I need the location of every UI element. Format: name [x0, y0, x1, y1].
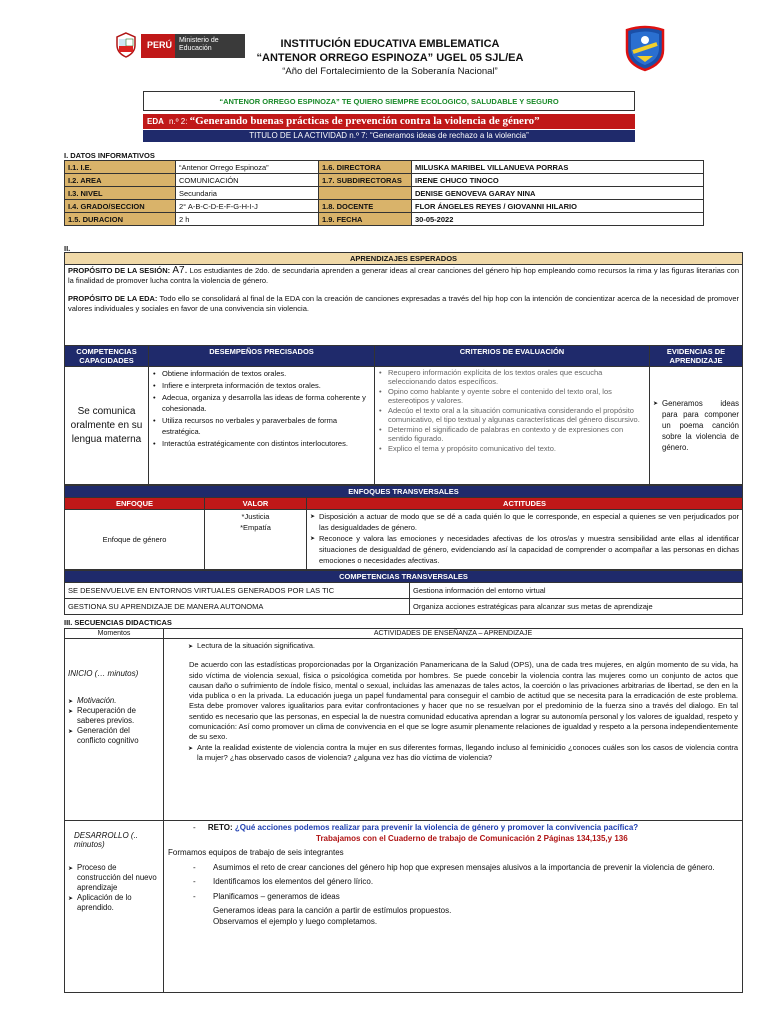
- col-competencias: COMPETENCIAS CAPACIDADES: [65, 346, 149, 367]
- generamos-1: Generamos ideas para la canción a partir de estímulos propuestos.: [213, 906, 452, 915]
- datos-value: “Antenor Orrego Espinoza”: [176, 161, 319, 174]
- equipos-line: Formamos equipos de trabajo de seis integrantes: [168, 848, 344, 857]
- col-actividades: ACTIVIDADES DE ENSEÑANZA – APRENDIZAJE: [164, 629, 743, 639]
- year-motto: “Año del Fortalecimiento de la Soberanía Nacional”: [282, 66, 498, 77]
- datos-value2: FLOR ÁNGELES REYES / GIOVANNI HILARIO: [412, 200, 704, 213]
- col-desempenos: DESEMPEÑOS PRECISADOS: [149, 346, 375, 367]
- dash-icon: -: [193, 862, 196, 872]
- comp-t2-right: Organiza acciones estratégicas para alcanzar sus metas de aprendizaje: [410, 599, 743, 615]
- inicio-cell: [65, 639, 164, 821]
- datos-value2: IRENE CHUCO TINOCO: [412, 174, 704, 187]
- comp-t2-left: GESTIONA SU APRENDIZAJE DE MANERA AUTONOMA: [65, 599, 410, 615]
- datos-value: 2° A-B-C-D-E-F-G-H-I-J: [176, 200, 319, 213]
- section1-heading: I. DATOS INFORMATIVOS: [64, 151, 155, 160]
- datos-key: I.1. I.E.: [65, 161, 176, 174]
- dash-text: Asumimos el reto de crear canciones del género hip hop que expresen mensajes alusivos a la importancia de prevenir la violencia de género.: [213, 862, 715, 872]
- inicio-item: ➤ Recuperación de saberes previos.: [68, 706, 160, 726]
- enfoque-cell: [65, 510, 205, 570]
- inicio-texto: De acuerdo con las estadísticas proporcionadas por la Organización Panamericana de la Salud (OPS), una de cada tres mujeres, en algún momento de su vida, ha sido víctima de violencia sexual, física o psicológica cometida por hombres. Se puede concebir la violencia contra las mujeres como un conjunto de actos que causan daño o sufrimiento de índole físico, mental o sexual, incluidas las amenazas de tales actos, la coerción o las privaciones arbitrarias de libertad, se den en la vida publica o en la privada. La educación juega un papel fundamental para conseguir el cambio de actitud que se necesita para la erradicación de este problema. Esta debe promover valores igualitarios para evitar confrontaciones y hacer que no se resuelvan por el predominio de la fuerza sino a través del dialogo. En tal sentido es necesario que las personas, en especial la de nuestra comunidad educativa aprendan a lograr su autonomía personal y los valores de igualdad, respeto y comunicación: Así como promover un clima de convivencia en el que se logre asumir plenamente relaciones de igualdad y respeto a la persona independientemente de su sexo.: [189, 660, 738, 742]
- col-enfoque: ENFOQUE: [65, 498, 205, 510]
- datos-value2: 30-05-2022: [412, 213, 704, 226]
- proposito-sesion: [68, 266, 739, 286]
- col-momentos: Momentos: [65, 629, 164, 639]
- valor-empatia: *Empatía: [240, 523, 271, 532]
- comp-t1-left: SE DESENVUELVE EN ENTORNOS VIRTUALES GENERADOS POR LAS TIC: [65, 583, 410, 599]
- datos-key: 1.5. DURACION: [65, 213, 176, 226]
- inicio-title: INICIO (… minutos): [68, 669, 139, 678]
- datos-value2: MILUSKA MARIBEL VILLANUEVA PORRAS: [412, 161, 704, 174]
- aprendizajes-title: APRENDIZAJES ESPERADOS: [65, 253, 743, 265]
- criterio-item: • Determino el significado de palabras en contexto y de expresiones con sentido figurado.: [378, 425, 646, 443]
- slogan-text: “ANTENOR ORREGO ESPINOZA” TE QUIERO SIEMPRE ECOLOGICO, SALUDABLE Y SEGURO: [219, 97, 559, 106]
- datos-row: [65, 174, 704, 187]
- trabajo-line: Trabajamos con el Cuaderno de trabajo de Comunicación 2 Páginas 134,135,y 136: [316, 833, 628, 843]
- eda-title: “Generando buenas prácticas de prevención contra la violencia de género”: [189, 115, 540, 127]
- col-valor: VALOR: [205, 498, 307, 510]
- datos-key2: 1.6. DIRECTORA: [319, 161, 412, 174]
- proposito-sesion-code: A7.: [172, 265, 188, 276]
- valor-justicia: *Justicia: [241, 512, 270, 521]
- col-criterios: CRITERIOS DE EVALUACIÓN: [375, 346, 650, 367]
- datos-key2: [319, 187, 412, 200]
- school-crest-icon: [623, 24, 667, 72]
- proposito-sesion-label: PROPÓSITO DE LA SESIÓN:: [68, 266, 171, 275]
- activity-title: TITULO DE LA ACTIVIDAD n.º 7: “Generamos ideas de rechazo a la violencia”: [249, 131, 529, 140]
- dash-item: [193, 863, 738, 874]
- datos-row: [65, 200, 704, 213]
- peru-shield-icon: [113, 31, 139, 59]
- peru-label: PERÚ: [147, 40, 173, 50]
- desarrollo-cell: [65, 821, 164, 993]
- actitud-1: ➤ Disposición a actuar de modo que se dé a cada quién lo que le corresponde, en especial a quienes se ven perjudicados por las desigualdades de género.: [310, 511, 739, 533]
- col-evidencias: EVIDENCIAS DE APRENDIZAJE: [650, 346, 743, 367]
- datos-value: 2 h: [176, 213, 319, 226]
- desempenos-cell: [149, 367, 375, 485]
- desarrollo-actividades: [164, 821, 743, 993]
- ministry-label: Ministerio de Educación: [179, 37, 219, 52]
- criterios-cell: [375, 367, 650, 485]
- inicio-lectura: ➤ Lectura de la situación significativa.: [188, 641, 738, 651]
- comp-t1-right: Gestiona información del entorno virtual: [410, 583, 743, 599]
- propositos-cell: [65, 265, 743, 346]
- datos-value: Secundaria: [176, 187, 319, 200]
- institution-title: INSTITUCIÓN EDUCATIVA EMBLEMATICA: [280, 38, 500, 50]
- dash-icon: -: [193, 877, 196, 886]
- datos-key: I.3. NIVEL: [65, 187, 176, 200]
- datos-table: [64, 160, 704, 226]
- dash-icon: -: [193, 891, 196, 901]
- evidencia-cell: [650, 367, 743, 485]
- criterio-item: • Recupero información explícita de los textos orales que escucha seleccionando datos específicos.: [378, 368, 646, 386]
- col-actitudes: ACTITUDES: [307, 498, 743, 510]
- desarrollo-item: ➤ Proceso de construcción del nuevo aprendizaje: [68, 863, 160, 893]
- datos-value2: DENISE GENOVEVA GARAY NINA: [412, 187, 704, 200]
- inicio-pregunta: ➤ Ante la realidad existente de violencia contra la mujer en sus diferentes formas, llegando incluso al feminicidio ¿conoces cuáles son los casos de violencia contra la mujer? ¿has observado casos de violencia? ¿alguna vez has dio víctima de violencia?: [188, 743, 738, 764]
- dash-item: [193, 892, 738, 903]
- proposito-sesion-text: Los estudiantes de 2do. de secundaria aprenden a generar ideas al crear canciones del género hip hop empleando como recursos la rima y las figuras literarias con la finalidad de promover lucha contra la violencia de género.: [68, 266, 739, 285]
- desempeno-item: • Obtiene información de textos orales.: [152, 368, 371, 379]
- datos-key2: 1.8. DOCENTE: [319, 200, 412, 213]
- eda-prefix: EDA: [147, 117, 164, 126]
- slogan-box: [143, 91, 635, 111]
- datos-key2: 1.9. FECHA: [319, 213, 412, 226]
- inicio-item: ➤ Motivación.: [68, 696, 160, 706]
- proposito-eda-label: PROPÓSITO DE LA EDA:: [68, 294, 158, 303]
- comp-transversales-title: COMPETENCIAS TRANSVERSALES: [65, 571, 743, 583]
- section3-heading: III. SECUENCIAS DIDACTICAS: [64, 618, 172, 627]
- desempeno-item: • Infiere e interpreta información de textos orales.: [152, 380, 371, 391]
- valor-cell: [205, 510, 307, 570]
- reto-line: - RETO: ¿Qué acciones podemos realizar para prevenir la violencia de género y promover la convivencia pacífica?: [193, 823, 639, 832]
- reto-label: RETO:: [207, 823, 233, 832]
- criterio-item: • Opino como hablante y oyente sobre el contenido del texto oral, los estereotipos y valores.: [378, 387, 646, 405]
- desarrollo-item: ➤ Aplicación de lo aprendido.: [68, 893, 160, 913]
- reto-text: ¿Qué acciones podemos realizar para prevenir la violencia de género y promover la convivencia pacífica?: [234, 823, 639, 832]
- desempeno-item: • Utiliza recursos no verbales y paraverbales de forma estratégica.: [152, 415, 371, 437]
- datos-key: I.4. GRADO/SECCION: [65, 200, 176, 213]
- inicio-actividades: [164, 639, 743, 821]
- proposito-eda-text: Todo ello se consolidará al final de la EDA con la creación de canciones expresadas a través del hip hop con la intención de concientizar acerca de la necesidad de promover valores individuales y sociales en favor de una convivencia sin violencia.: [68, 294, 740, 313]
- enfoques-title: ENFOQUES TRANSVERSALES: [65, 486, 743, 498]
- criterio-item: • Adecúo el texto oral a la situación comunicativa considerando el propósito comunicativo, el tipo textual y algunas características del género discursivo.: [378, 406, 646, 424]
- eda-bar: [143, 114, 635, 129]
- datos-key2: 1.7. SUBDIRECTORAS: [319, 174, 412, 187]
- dash-text: Identificamos los elementos del género lírico.: [213, 877, 374, 886]
- evidencia-text: ➤ Generamos ideas para para componer un poema canción sobre la violencia de género.: [653, 398, 739, 453]
- inicio-item: ➤ Generación del conflicto cognitivo: [68, 726, 160, 746]
- datos-value: COMUNICACIÓN: [176, 174, 319, 187]
- competencia-cell: [65, 367, 149, 485]
- competencia-text: Se comunica oralmente en su lengua materna: [70, 405, 143, 445]
- aprendizajes-block: [64, 252, 743, 615]
- proposito-eda: [68, 294, 739, 314]
- school-title: “ANTENOR ORREGO ESPINOZA” UGEL 05 SJL/EA: [256, 52, 524, 64]
- actitud-2: ➤ Reconoce y valora las emociones y necesidades afectivas de los otros/as y muestra sensibilidad ante ellas al identificar situaciones de desigualdad de género, evidenciando así la capacidad de comprender o acompañar a las personas en dichas emociones o necesidades afectivas.: [310, 533, 739, 566]
- generamos-2: Observamos el ejemplo y luego completamos.: [213, 916, 378, 926]
- dash-text: Planificamos – generamos de ideas: [213, 891, 340, 901]
- desempeno-item: • Adecua, organiza y desarrolla las ideas de forma coherente y cohesionada.: [152, 392, 371, 414]
- datos-row: [65, 187, 704, 200]
- datos-row: [65, 161, 704, 174]
- activity-bar: [143, 130, 635, 142]
- enfoque-text: Enfoque de género: [102, 535, 167, 544]
- section2-heading: II.: [64, 244, 71, 253]
- actitudes-cell: [307, 510, 743, 570]
- criterio-item: • Explico el tema y propósito comunicativo del texto.: [378, 444, 646, 453]
- desempeno-item: • Interactúa estratégicamente con distintos interlocutores.: [152, 438, 371, 449]
- desarrollo-title: DESARROLLO (.. minutos): [74, 831, 139, 849]
- datos-key: I.2. AREA: [65, 174, 176, 187]
- eda-number: n.º 2:: [168, 117, 188, 126]
- dash-item: [193, 877, 738, 888]
- secuencias-block: [64, 628, 743, 993]
- datos-row: [65, 213, 704, 226]
